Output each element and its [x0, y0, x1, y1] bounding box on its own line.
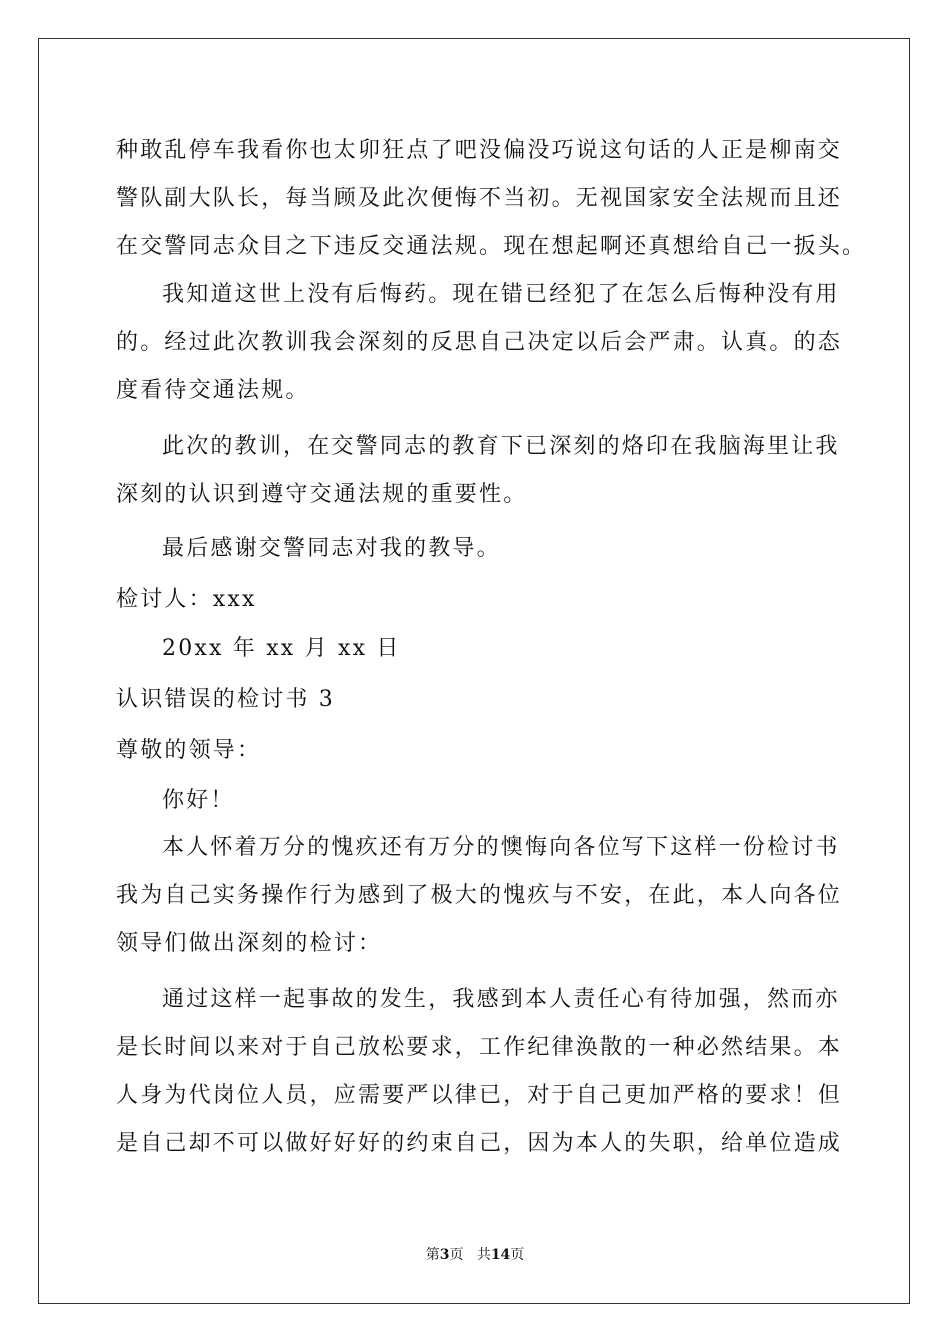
greeting: 你好！ — [162, 788, 235, 813]
page-suffix: 页 — [449, 1247, 464, 1263]
signature-label: 检讨人：xxx — [116, 587, 257, 612]
section-title: 认识错误的检讨书 3 — [116, 687, 335, 712]
paragraph-line: 我为自己实务操作行为感到了极大的愧疚与不安，在此，本人向各位 — [116, 883, 843, 908]
paragraph-line: 种敢乱停车我看你也太卯狂点了吧没偏没巧说这句话的人正是柳南交 — [116, 138, 843, 163]
page-prefix: 第 — [425, 1247, 440, 1263]
paragraph-line: 通过这样一起事故的发生，我感到本人责任心有待加强，然而亦 — [162, 987, 840, 1012]
page-total: 14 — [490, 1247, 511, 1263]
paragraph-line: 人身为代岗位人员，应需要严以律已，对于自己更加严格的要求！但 — [116, 1083, 843, 1108]
date-line: 20xx 年 xx 月 xx 日 — [162, 636, 401, 661]
paragraph-line: 度看待交通法规。 — [116, 378, 310, 403]
paragraph-line: 本人怀着万分的愧疚还有万分的懊悔向各位写下这样一份检讨书 — [162, 835, 840, 860]
paragraph-line: 领导们做出深刻的检讨： — [116, 931, 383, 956]
paragraph-line: 最后感谢交警同志对我的教导。 — [162, 536, 501, 561]
total-suffix: 页 — [510, 1247, 525, 1263]
page-number: 3 — [439, 1247, 450, 1263]
paragraph-line: 警队副大队长，每当顾及此次便悔不当初。无视国家安全法规而且还 — [116, 186, 843, 211]
page-footer — [0, 1246, 950, 1264]
paragraph-line: 是自己却不可以做好好好的约束自己，因为本人的失职，给单位造成 — [116, 1131, 843, 1156]
paragraph-line: 此次的教训，在交警同志的教育下已深刻的烙印在我脑海里让我 — [162, 434, 840, 459]
total-prefix: 共 — [476, 1247, 491, 1263]
paragraph-line: 的。经过此次教训我会深刻的反思自己决定以后会严肃。认真。的态 — [116, 330, 843, 355]
paragraph-line: 我知道这世上没有后悔药。现在错已经犯了在怎么后悔种没有用 — [162, 282, 840, 307]
paragraph-line: 在交警同志众目之下违反交通法规。现在想起啊还真想给自己一扳头。 — [116, 234, 867, 259]
paragraph-line: 深刻的认识到遵守交通法规的重要性。 — [116, 482, 528, 507]
paragraph-line: 是长时间以来对于自己放松要求，工作纪律涣散的一种必然结果。本 — [116, 1035, 843, 1060]
salutation: 尊敬的领导： — [116, 738, 262, 763]
page-border — [38, 38, 910, 1304]
